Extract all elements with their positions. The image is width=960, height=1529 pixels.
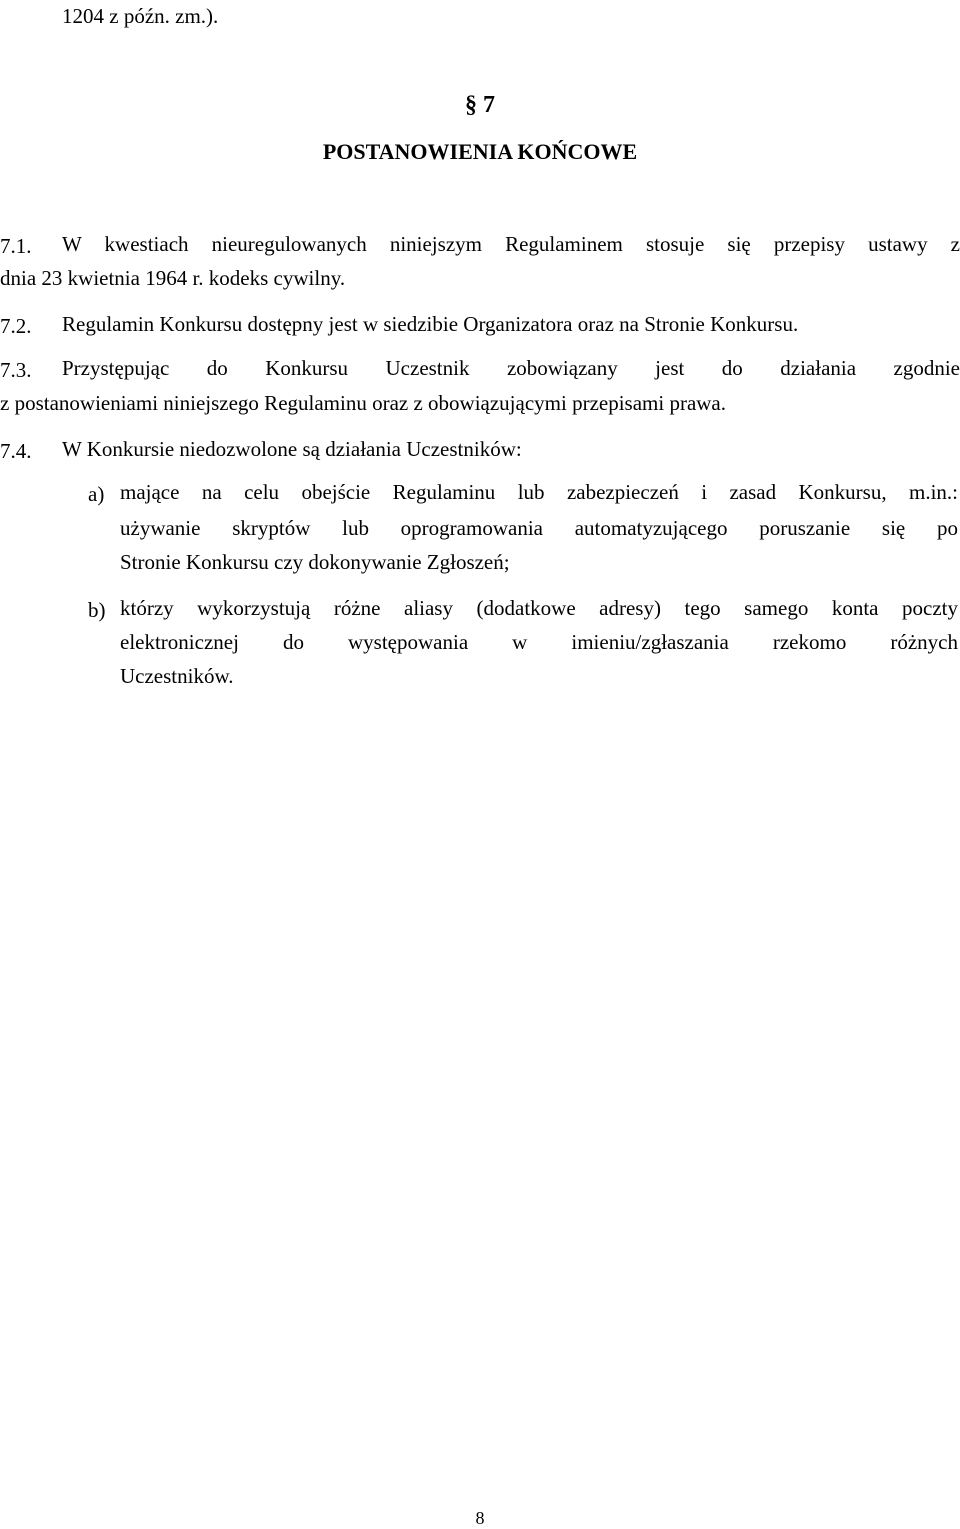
item-text-line: dnia 23 kwietnia 1964 r. kodeks cywilny. <box>0 266 346 290</box>
item-text-line: Regulamin Konkursu dostępny jest w siedzibie Organizatora oraz na Stronie Konkursu. <box>62 312 799 336</box>
item-number: 7.2. <box>0 314 32 338</box>
subitem-label: a) <box>88 482 105 506</box>
item-text-line: W kwestiach nieuregulowanych niniejszym Regulaminem stosuje się przepisy ustawy z <box>62 232 960 256</box>
subitem-text-line: Uczestników. <box>120 664 234 688</box>
item-number: 7.1. <box>0 234 32 258</box>
continued-text: 1204 z późn. zm.). <box>62 4 219 28</box>
subitem-text-line: Stronie Konkursu czy dokonywanie Zgłoszeń; <box>120 550 510 574</box>
section-title: POSTANOWIENIA KOŃCOWE <box>322 139 638 164</box>
item-text-line: W Konkursie niedozwolone są działania Uczestników: <box>62 437 522 461</box>
page-number: 8 <box>475 1508 485 1528</box>
subitem-text-line: elektronicznej do występowania w imieniu/zgłaszania rzekomo różnych <box>120 630 958 654</box>
subitem-text-line: używanie skryptów lub oprogramowania automatyzującego poruszanie się po <box>120 516 958 540</box>
item-number: 7.4. <box>0 439 32 463</box>
subitem-text-line: którzy wykorzystują różne aliasy (dodatkowe adresy) tego samego konta poczty <box>120 596 958 620</box>
subitem-label: b) <box>88 598 106 622</box>
item-text-line: z postanowieniami niniejszego Regulaminu oraz z obowiązującymi przepisami prawa. <box>0 391 727 415</box>
subitem-text-line: mające na celu obejście Regulaminu lub zabezpieczeń i zasad Konkursu, m.in.: <box>120 480 958 504</box>
item-number: 7.3. <box>0 358 32 382</box>
section-symbol: § 7 <box>465 92 495 118</box>
item-text-line: Przystępując do Konkursu Uczestnik zobowiązany jest do działania zgodnie <box>62 356 960 380</box>
